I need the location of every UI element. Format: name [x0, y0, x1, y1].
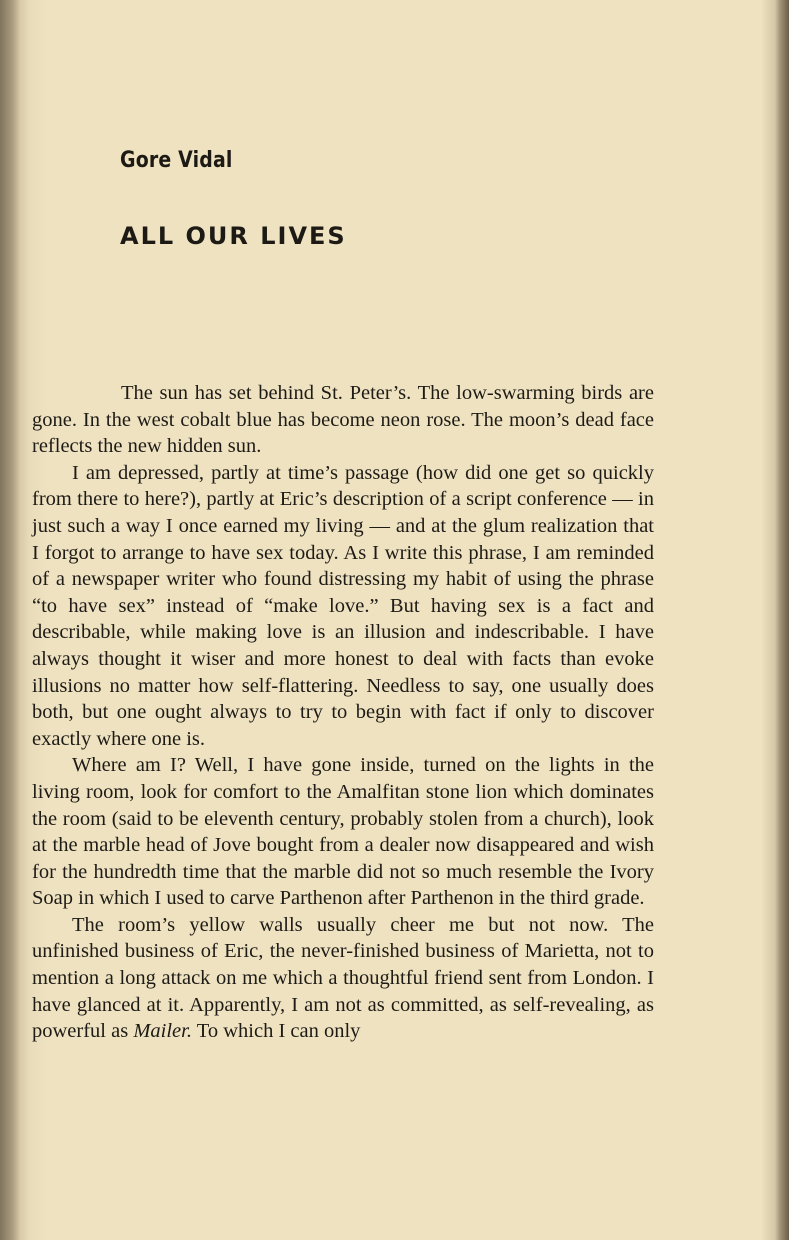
emphasized-name: Mailer. — [133, 1020, 192, 1043]
paragraph-4 — [32, 912, 654, 1045]
paragraph-1: The sun has set behind St. Peter’s. The low-swarming birds are gone. In the west cobalt blue has become neon rose. The moon’s dead face reflects the new hidden sun. — [32, 382, 654, 458]
essay-body — [32, 380, 654, 1045]
paragraph-4-text-before: The room’s yellow walls usually cheer me but not now. The unfinished business of Eric, the never-finished business of Marietta, not to mention a long attack on me which a thoughtful friend sent from London. I have glanced at it. Apparently, I am not as committed, as self-revealing, as powerful as — [32, 913, 654, 1043]
page-gutter-shadow — [0, 0, 20, 1240]
essay-title: ALL OUR LIVES — [120, 222, 347, 250]
paragraph-2: I am depressed, partly at time’s passage (how did one get so quickly from there to here?), partly at Eric’s description of a script conference — in just such a way I once earned my living — and at the glum realization that I forgot to arrange to have sex today. As I write this phrase, I am reminded of a newspaper writer who found distressing my habit of using the phrase “to have sex” instead of “make love.” But having sex is a fact and describable, while making love is an illusion and indescribable. I have always thought it wiser and more honest to deal with facts than evoke illusions no matter how self-flattering. Needless to say, one usually does both, but one ought always to try to begin with fact if only to discover exactly where one is. — [32, 461, 654, 750]
paragraph-4-text-after: To which I can only — [192, 1020, 361, 1043]
paragraph-3: Where am I? Well, I have gone inside, turned on the lights in the living room, look for comfort to the Amalfitan stone lion which dominates the room (said to be eleventh century, probably stolen from a church), look at the marble head of Jove bought from a dealer now disappeared and wish for the hundredth time that the marble did not so much resemble the Ivory Soap in which I used to carve Parthenon after Parthenon in the third grade. — [32, 754, 654, 910]
page-edge-shadow — [775, 0, 789, 1240]
author-name: Gore Vidal — [120, 148, 233, 173]
